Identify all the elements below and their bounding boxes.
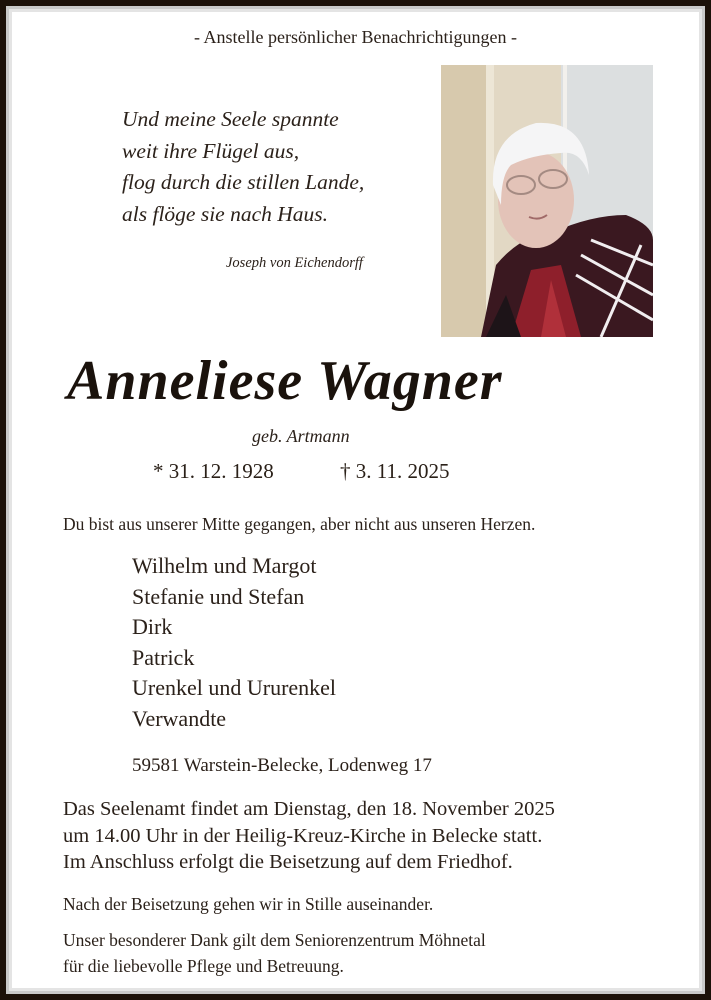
- mourner-item: Wilhelm und Margot: [132, 553, 317, 578]
- service-line: Das Seelenamt findet am Dienstag, den 18. November 2025: [63, 798, 555, 820]
- portrait-photo: [441, 65, 653, 337]
- mourner-item: Stefanie und Stefan: [132, 583, 305, 609]
- farewell-note: Nach der Beisetzung gehen wir in Stille auseinander.: [63, 894, 434, 914]
- poem-author: Joseph von Eichendorff: [226, 255, 363, 271]
- service-line: Im Anschluss erfolgt die Beisetzung auf dem Friedhof.: [63, 851, 513, 873]
- memorial-motto: Du bist aus unserer Mitte gegangen, aber nicht aus unseren Herzen.: [63, 514, 536, 534]
- deceased-name: Anneliese Wagner: [67, 350, 503, 412]
- mourner-item: Patrick: [132, 644, 195, 670]
- death-date: † 3. 11. 2025: [340, 459, 450, 483]
- service-details: [63, 796, 555, 876]
- mourner-item: Urenkel und Ururenkel: [132, 675, 337, 700]
- poem-line: flog durch die stillen Lande,: [122, 170, 365, 194]
- maiden-name: geb. Artmann: [252, 426, 350, 446]
- service-line: um 14.00 Uhr in der Heilig-Kreuz-Kirche in Belecke statt.: [63, 824, 543, 847]
- mourner-item: Dirk: [132, 614, 173, 639]
- poem-line: weit ihre Flügel aus,: [122, 138, 300, 163]
- portrait-image: [441, 65, 653, 337]
- thanks-line: für die liebevolle Pflege und Betreuung.: [63, 956, 344, 976]
- mourner-item: Verwandte: [132, 705, 227, 731]
- poem-line: Und meine Seele spannte: [122, 107, 339, 131]
- poem: [122, 104, 364, 230]
- birth-date: * 31. 12. 1928: [153, 459, 274, 483]
- thanks-note: [63, 927, 486, 979]
- notice-heading: - Anstelle persönlicher Benachrichtigungen -: [194, 27, 517, 47]
- family-address: 59581 Warstein-Belecke, Lodenweg 17: [132, 755, 432, 776]
- notice-inner-border: [9, 9, 702, 991]
- notice-outer-border: [6, 6, 705, 994]
- mourners-list: [132, 551, 336, 734]
- obituary-notice: [12, 12, 699, 988]
- thanks-line: Unser besonderer Dank gilt dem Seniorenzentrum Möhnetal: [63, 930, 486, 950]
- poem-line: als flöge sie nach Haus.: [122, 201, 329, 226]
